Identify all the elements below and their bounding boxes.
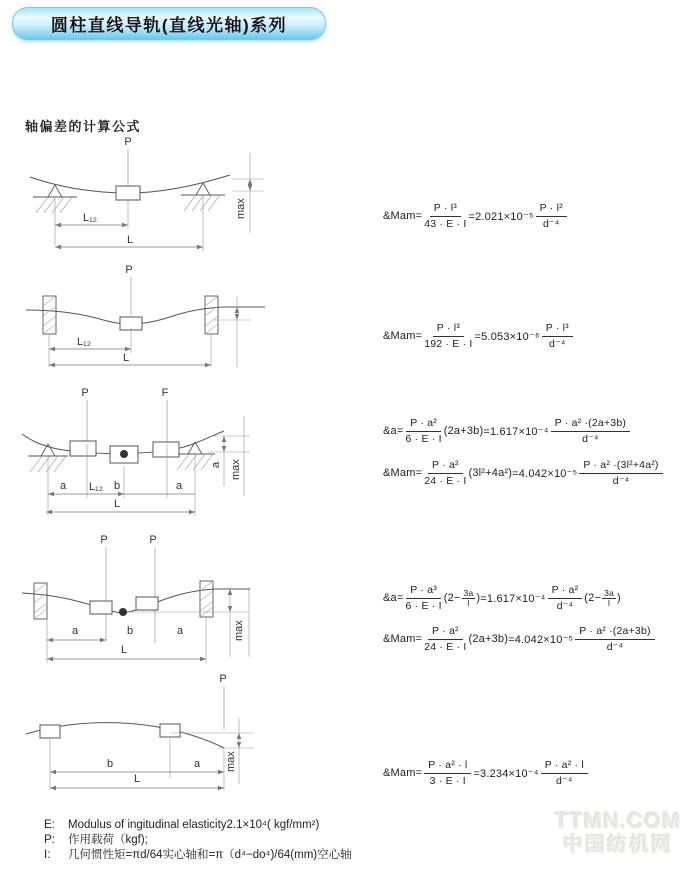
page-title-text: 圆柱直线导轨(直线光轴)系列 (50, 16, 288, 35)
svg-text:max: max (225, 751, 237, 772)
formula-eq: =1.617×10⁻⁴ (483, 425, 549, 438)
svg-text:L: L (122, 352, 130, 364)
fraction: $\frac{\text{P · l²}}{\text{d⁻⁴}}$ (536, 202, 567, 229)
dim-a2-label: a (176, 625, 184, 637)
dim-b-label: b (106, 758, 114, 770)
note-key: E: (44, 819, 55, 831)
fraction: $\frac{\text{P · a²}}{6 \cdot E \cdot I}$ (405, 417, 442, 445)
watermark-name: 中国纺机网 (563, 834, 673, 856)
dim-l-line (50, 773, 224, 790)
note-text: Modulus of ingitudinal elasticity2.1×10⁴( kgf/mm²) (68, 819, 320, 831)
slider-block-right (136, 597, 158, 610)
formula-4a (383, 582, 621, 614)
paren-open: (2− (443, 592, 461, 604)
svg-text:max: max (235, 198, 247, 219)
formula-eq: =5.053×10⁻⁶ (474, 330, 540, 343)
slider-block-left (40, 725, 60, 738)
slider-block-mid (160, 724, 180, 737)
small-fraction: $\frac{3a}{l}$ (463, 587, 474, 608)
dim-side (208, 416, 250, 496)
fraction: $\frac{\text{P · a²}}{24 \cdot E \cdot I}$ (424, 459, 467, 487)
center-point (119, 608, 127, 616)
formula-lhs: &Mam= (383, 767, 423, 779)
formula-lhs: &Mam= (383, 467, 423, 479)
fraction: $\frac{\text{P · a²}}{24 \cdot E \cdot I}$ (424, 625, 467, 653)
load-label-p: P (81, 387, 89, 399)
svg-text:max: max (233, 620, 245, 641)
dim-l12 (49, 336, 131, 351)
svg-text:L: L (113, 498, 121, 510)
dim-max (232, 153, 264, 233)
section-title: 轴偏差的计算公式 (25, 119, 142, 134)
note-text: 作用载荷（kgf); (68, 834, 148, 846)
fraction: $\frac{\text{P · l³}}{192 \cdot E \cdot I}$ (424, 322, 473, 350)
note-key: I: (44, 849, 51, 861)
note-i (44, 848, 352, 863)
footnotes (44, 818, 352, 863)
fraction: $\frac{\text{P · a² · l}}{\text{d⁻⁴}}$ (541, 759, 588, 786)
dim-a1-label: a (59, 480, 67, 492)
diagram-simply-supported-center-load (18, 133, 293, 263)
dim-a-label: a (193, 758, 201, 770)
slider-block-left (70, 441, 96, 456)
load-label-p: P (124, 136, 132, 148)
formula-eq: =3.234×10⁻⁴ (473, 767, 539, 780)
formula-mid: (2a+3b) (443, 425, 484, 437)
note-p (44, 833, 352, 848)
shaft-curve (26, 307, 265, 324)
right-wall (200, 581, 213, 617)
fraction: $\frac{\text{P · a³}}{6 \cdot E \cdot I}$ (405, 584, 442, 612)
load-label-p1: P (100, 534, 108, 546)
svg-text:L₁₂: L₁₂ (82, 212, 98, 224)
formula-lhs: &Mam= (383, 330, 423, 342)
load-label-p2: P (149, 534, 157, 546)
dim-a1-label: a (71, 625, 79, 637)
load-label-f: F (161, 387, 169, 399)
formula-lhs: &a= (383, 592, 404, 604)
diagram-fixed-ends-two-loads (18, 531, 303, 673)
dim-a2-label: a (175, 480, 183, 492)
dimension-lines (49, 328, 211, 367)
formula-lhs: &Mam= (383, 633, 423, 645)
dim-l (49, 352, 211, 367)
dim-l12-line (48, 492, 195, 496)
slider-block-left (90, 601, 112, 614)
fraction: $\frac{\text{P · l³}}{43 \cdot E \cdot I}$ (424, 202, 467, 230)
formula-eq: =2.021×10⁻⁵ (468, 210, 534, 223)
fraction: $\frac{\text{P · a²}}{\text{d⁻⁴}}$ (548, 584, 583, 611)
svg-text:a: a (210, 461, 222, 468)
left-wall (43, 296, 56, 334)
fraction: $\frac{\text{P · l³}}{\text{d⁻⁴}}$ (542, 322, 573, 349)
svg-text:L: L (133, 773, 141, 785)
formula-1 (383, 200, 569, 232)
load-label-p: P (125, 264, 133, 276)
right-wall (205, 296, 218, 334)
paren-open: (2− (584, 592, 602, 604)
formula-2 (383, 320, 575, 352)
fraction: $\frac{\text{P · a² ·(2a+3b)}}{\text{d⁻⁴}}$ (551, 417, 630, 444)
formula-3b (383, 457, 665, 489)
center-point (120, 450, 128, 458)
formula-4b (383, 623, 657, 655)
svg-text:L: L (120, 644, 128, 656)
note-key: P: (44, 834, 55, 846)
formula-eq: =4.042×10⁻⁵ (512, 467, 578, 480)
slider-block (116, 186, 140, 200)
watermark (536, 808, 700, 858)
diagram-overhanging-load (18, 668, 303, 803)
diagram-simply-supported-two-loads (18, 386, 303, 521)
svg-text:L₁₂: L₁₂ (76, 336, 92, 348)
dim-l12 (55, 212, 128, 227)
formula-eq: =1.617×10⁻⁴ (480, 592, 546, 605)
svg-text:L: L (126, 234, 134, 246)
dim-max (170, 718, 254, 784)
slider-block-right (153, 442, 179, 457)
fraction: $\frac{\text{P · a² ·(2a+3b)}}{\text{d⁻⁴}}$ (575, 625, 654, 652)
formula-eq: =4.042×10⁻⁵ (508, 633, 574, 646)
dim-b-label: b (113, 480, 121, 492)
svg-text:max: max (230, 459, 242, 480)
dim-a-line (47, 638, 106, 642)
fraction: $\frac{\text{P · a² ·(3l²+4a²)}}{\text{d⁻⁴}}$ (579, 459, 662, 486)
paren-close: ) (616, 592, 621, 604)
watermark-site: TTMN.COM (554, 808, 682, 833)
formula-mid: (3l²+4a²) (468, 467, 513, 479)
note-e (44, 818, 352, 833)
formula-lhs: &a= (383, 425, 404, 437)
diagram-fixed-ends-center-load (18, 263, 293, 381)
small-fraction: $\frac{3a}{l}$ (604, 587, 614, 608)
dim-l-line (47, 644, 206, 661)
left-wall (34, 583, 47, 619)
fraction: $\frac{\text{P · a² · l}}{3 \cdot E \cdot I}$ (424, 759, 471, 786)
load-label-p: P (219, 673, 227, 685)
formula-mid: (2a+3b) (468, 633, 509, 645)
dim-l (55, 234, 203, 249)
page-title (12, 7, 326, 40)
paren-close: ) (476, 592, 481, 604)
formula-3a (383, 415, 632, 447)
dim-l-line (46, 498, 195, 514)
formula-5 (383, 757, 590, 789)
dim-l12-label: L₁₂ (88, 481, 104, 493)
note-text: 几何惯性矩=πd/64实心轴和=π（d⁴−do⁴)/64(mm)空心轴 (68, 849, 352, 861)
formula-lhs: &Mam= (383, 210, 423, 222)
dim-b-label: b (126, 625, 134, 637)
